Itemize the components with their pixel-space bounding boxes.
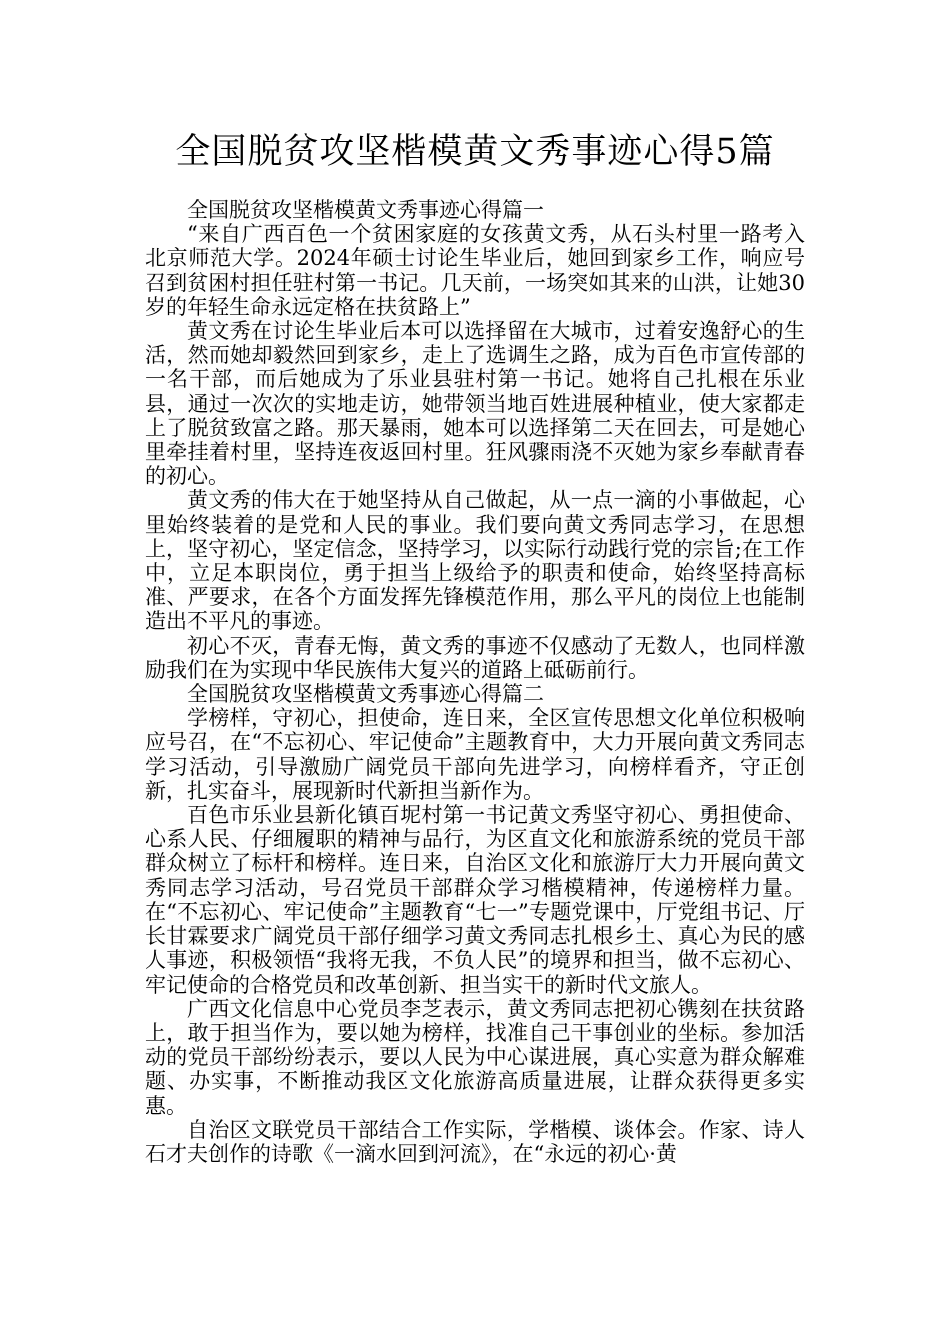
section-heading-1: 全国脱贫攻坚楷模黄文秀事迹心得篇一: [187, 198, 544, 222]
document-title: 全国脱贫攻坚楷模黄文秀事迹心得5篇: [175, 132, 775, 172]
document-body: [145, 198, 805, 1166]
paragraph: 黄文秀的伟大在于她坚持从自己做起，从一点一滴的小事做起，心里始终装着的是党和人民的事业。我们要向黄文秀同志学习，在思想上，坚守初心，坚定信念，坚持学习，以实际行动践行党的宗旨;在工作中，立足本职岗位，勇于担当上级给予的职责和使命，始终坚持高标准、严要求，在各个方面发挥先锋模范作用，那么平凡的岗位上也能制造出不平凡的事迹。: [145, 488, 805, 634]
paragraph: 百色市乐业县新化镇百坭村第一书记黄文秀坚守初心、勇担使命、心系人民、仔细履职的精神与品行，为区直文化和旅游系统的党员干部群众树立了标杆和榜样。连日来，自治区文化和旅游厅大力开展向黄文秀同志学习活动，号召党员干部群众学习楷模精神，传递榜样力量。在“不忘初心、牢记使命”主题教育“七一”专题党课中，厅党组书记、厅长甘霖要求广阔党员干部仔细学习黄文秀同志扎根乡土、真心为民的感人事迹，积极领悟“我将无我，不负人民”的境界和担当，做不忘初心、牢记使命的合格党员和改革创新、担当实干的新时代文旅人。: [145, 803, 805, 997]
paragraph: 广西文化信息中心党员李芝表示，黄文秀同志把初心镌刻在扶贫路上，敢于担当作为，要以她为榜样，找准自己干事创业的坐标。参加活动的党员干部纷纷表示，要以人民为中心谋进展，真心实意为群众解难题、办实事，不断推动我区文化旅游高质量进展，让群众获得更多实惠。: [145, 996, 805, 1118]
paragraph: 自治区文联党员干部结合工作实际，学楷模、谈体会。作家、诗人石才夫创作的诗歌《一滴水回到河流》，在“永远的初心·黄: [145, 1117, 805, 1166]
section-heading-2: 全国脱贫攻坚楷模黄文秀事迹心得篇二: [187, 682, 544, 707]
paragraph-quote: “来自广西百色一个贫困家庭的女孩黄文秀，从石头村里一路考入北京师范大学。2024年硕士讨论生毕业后，她回到家乡工作，响应号召到贫困村担任驻村第一书记。几天前，一场突如其来的山洪，让她30岁的年轻生命永远定格在扶贫路上”: [145, 222, 805, 319]
paragraph: 初心不灭，青春无悔，黄文秀的事迹不仅感动了无数人，也同样激励我们在为实现中华民族伟大复兴的道路上砥砺前行。: [145, 633, 805, 682]
paragraph: 学榜样，守初心，担使命，连日来，全区宣传思想文化单位积极响应号召，在“不忘初心、牢记使命”主题教育中，大力开展向黄文秀同志学习活动，引导激励广阔党员干部向先进学习，向榜样看齐，守正创新，扎实奋斗，展现新时代新担当新作为。: [145, 706, 805, 803]
paragraph: 黄文秀在讨论生毕业后本可以选择留在大城市，过着安逸舒心的生活，然而她却毅然回到家乡，走上了选调生之路，成为百色市宣传部的一名干部，而后她成为了乐业县驻村第一书记。她将自己扎根在乐业县，通过一次次的实地走访，她带领当地百姓进展种植业，使大家都走上了脱贫致富之路。那天暴雨，她本可以选择第二天在回去，可是她心里牵挂着村里，坚持连夜返回村里。狂风骤雨浇不灭她为家乡奉献青春的初心。: [145, 319, 805, 489]
